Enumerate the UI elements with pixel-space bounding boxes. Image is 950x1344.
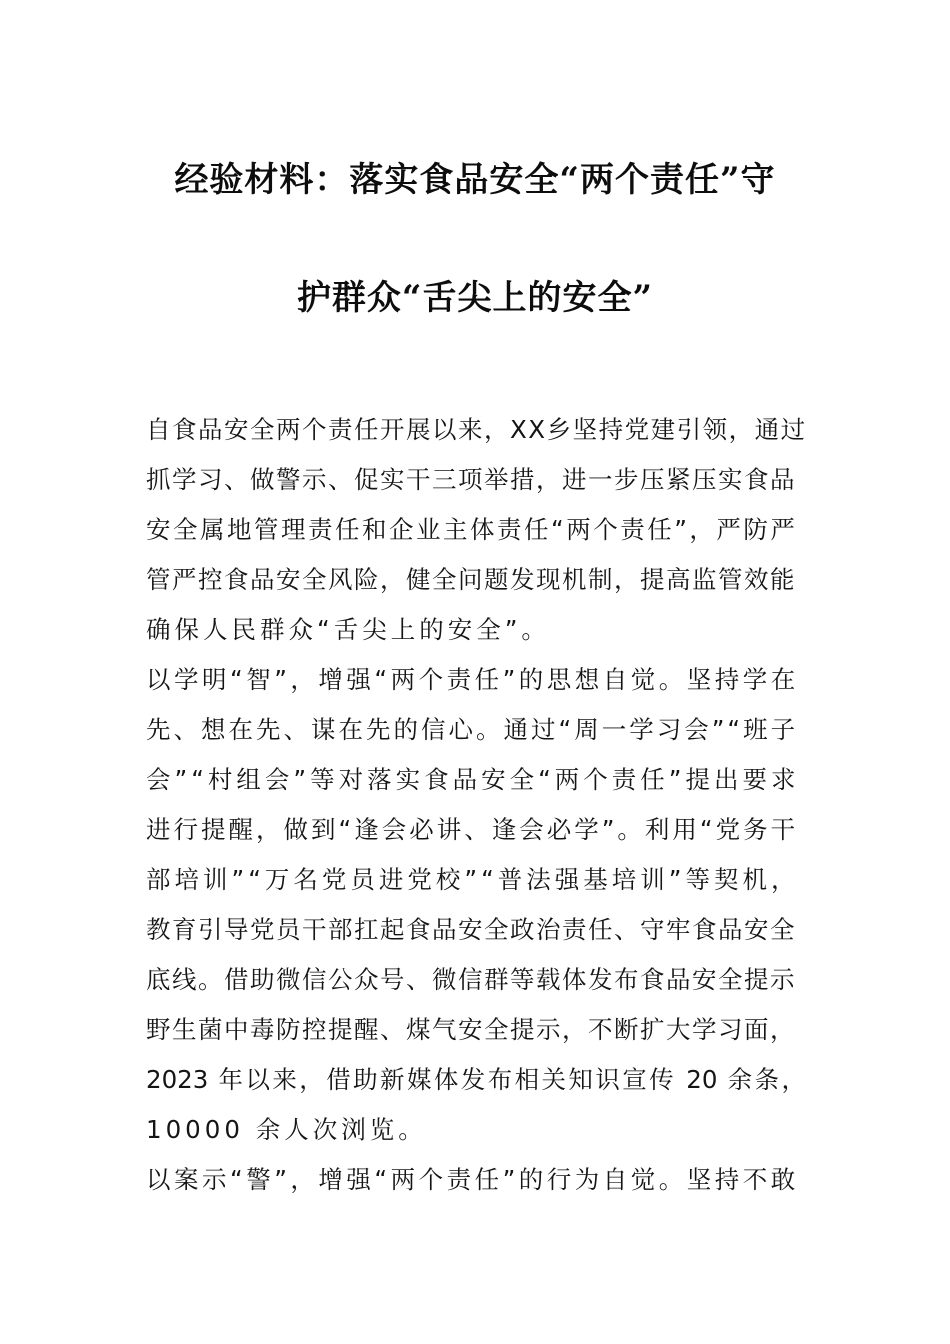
paragraph-line: 10000 余人次浏览。: [146, 1115, 427, 1144]
paragraph-line: 进行提醒，做到“逢会必讲、逢会必学”。利用“党务干: [146, 815, 799, 844]
document-title-line-1: 经验材料：落实食品安全“两个责任”守: [174, 160, 776, 200]
paragraph-line: 会”“村组会”等对落实食品安全“两个责任”提出要求: [146, 765, 800, 794]
paragraph-line: 以学明“智”，增强“两个责任”的思想自觉。坚持学在: [146, 665, 799, 694]
paragraph-line: 确保人民群众“舌尖上的安全”。: [146, 615, 550, 644]
paragraph-line: 以案示“警”，增强“两个责任”的行为自觉。坚持不敢: [146, 1165, 799, 1194]
paragraph-line: 先、想在先、谋在先的信心。通过“周一学习会”“班子: [146, 715, 799, 744]
paragraph-line: 抓学习、做警示、促实干三项举措，进一步压紧压实食品: [146, 465, 796, 494]
paragraph-line: 教育引导党员干部扛起食品安全政治责任、守牢食品安全: [146, 915, 796, 944]
paragraph-line: 部培训”“万名党员进党校”“普法强基培训”等契机，: [146, 865, 800, 894]
paragraph-line: 自食品安全两个责任开展以来，XX乡坚持党建引领，通过: [146, 415, 807, 444]
paragraph-line: 管严控食品安全风险，健全问题发现机制，提高监管效能: [146, 565, 796, 594]
document-title-line-2: 护群众“舌尖上的安全”: [296, 278, 654, 318]
paragraph-line: 底线。借助微信公众号、微信群等载体发布食品安全提示: [146, 965, 796, 994]
paragraph-line: 野生菌中毒防控提醒、煤气安全提示，不断扩大学习面，: [146, 1015, 796, 1044]
paragraph-line: 2023 年以来，借助新媒体发布相关知识宣传 20 余条，: [146, 1065, 806, 1094]
paragraph-line: 安全属地管理责任和企业主体责任“两个责任”，严防严: [146, 515, 798, 544]
